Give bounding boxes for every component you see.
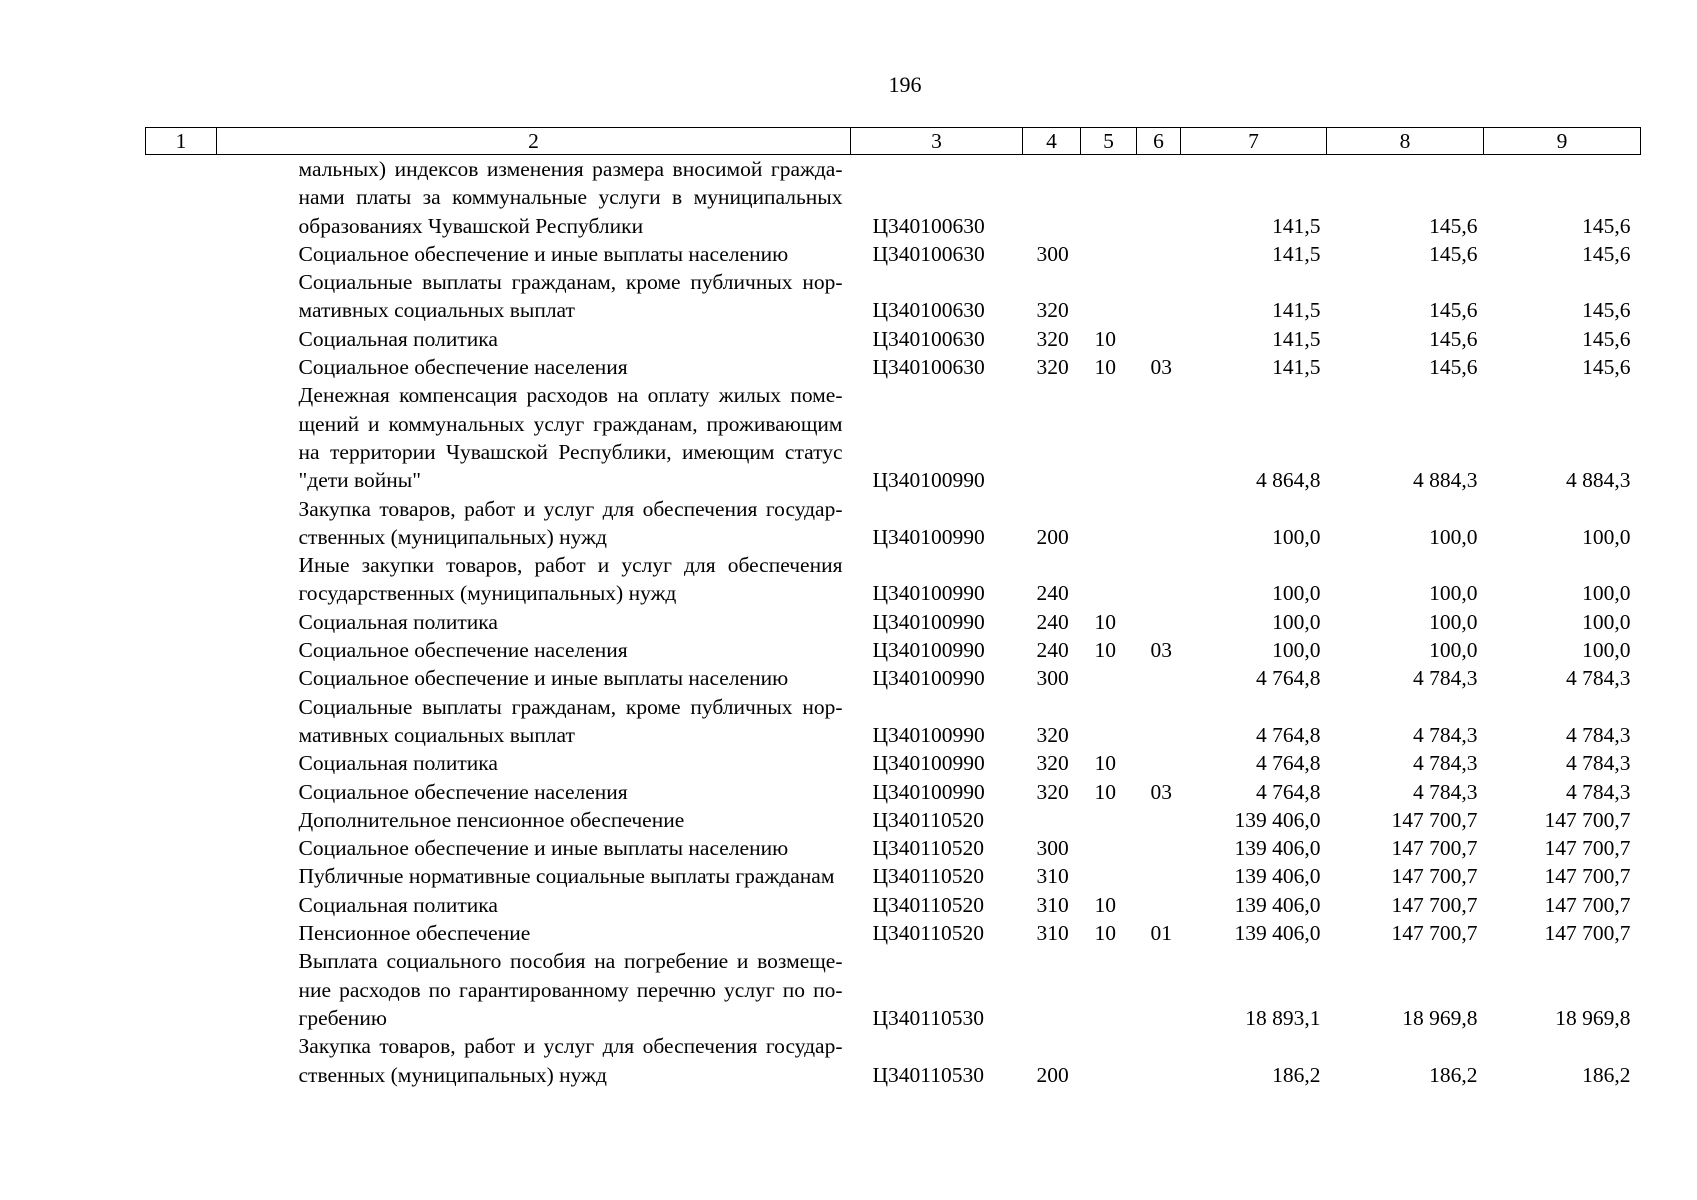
section-code [1081,495,1137,552]
table-body [146,155,1641,1089]
amount-year-1: 4 764,8 [1256,751,1321,776]
description-line: мальных) индексов изменения размера вносимой гражда- [298,157,843,181]
description-line: ние расходов по гарантированному перечню услуг по по- [298,977,843,1002]
row-description [217,806,851,834]
description-line: Социальная политика [298,609,498,634]
description-line: Социальное обеспечение и иные выплаты населению [298,666,789,691]
target-article-code: Ц340100990 [872,722,985,747]
amount-year-3: 186,2 [1582,1062,1631,1087]
amount-year-1: 4 864,8 [1256,468,1321,493]
expense-type-code [1023,947,1081,1032]
section-code [1081,551,1137,608]
description-line: Денежная компенсация расходов на оплату жилых поме- [298,383,843,408]
amount-year-2: 145,6 [1429,241,1478,266]
row-description [217,551,851,608]
expense-type-code: 310 [1036,892,1069,917]
table-row [146,664,1641,692]
expense-type-code: 310 [1036,921,1069,946]
row-description [217,1032,851,1089]
description-line: ственных (муниципальных) нужд [298,524,607,549]
row-description [217,778,851,806]
amount-year-3: 100,0 [1582,609,1631,634]
section-code: 10 [1094,751,1116,776]
target-article-code: Ц340100990 [872,638,985,663]
row-description [217,381,851,494]
section-code: 10 [1094,326,1116,351]
amount-year-3: 147 700,7 [1544,892,1631,917]
amount-year-2: 145,6 [1429,213,1478,238]
amount-year-3: 100,0 [1582,524,1631,549]
target-article-code: Ц340100990 [872,609,985,634]
target-article-code: Ц340100990 [872,751,985,776]
amount-year-2: 145,6 [1429,298,1478,323]
target-article-code: Ц340110530 [872,1005,984,1030]
description-line: Социальная политика [298,892,498,917]
section-code [1081,693,1137,750]
target-article-code: Ц340110520 [872,807,984,832]
row-number-cell [146,834,217,862]
amount-year-3: 18 969,8 [1555,1005,1631,1030]
row-number-cell [146,495,217,552]
row-number-cell [146,891,217,919]
expense-type-code [1023,806,1081,834]
subsection-code [1137,551,1181,608]
target-article-code: Ц340100630 [872,326,985,351]
expense-type-code: 320 [1036,355,1069,380]
amount-year-2: 145,6 [1429,355,1478,380]
amount-year-1: 18 893,1 [1245,1005,1321,1030]
amount-year-2: 4 884,3 [1413,468,1478,493]
row-number-cell [146,749,217,777]
target-article-code: Ц340110520 [872,836,984,861]
table-row [146,749,1641,777]
section-code [1081,834,1137,862]
table-row [146,268,1641,325]
row-description [217,155,851,240]
table-row [146,947,1641,1032]
row-description [217,240,851,268]
target-article-code: Ц340110520 [872,892,984,917]
description-line: на территории Чувашской Республики, имеющим статус [298,439,843,464]
expense-type-code: 310 [1036,864,1069,889]
description-line: Выплата социального пособия на погребение и возмеще- [298,949,843,974]
amount-year-3: 100,0 [1582,638,1631,663]
amount-year-1: 100,0 [1272,638,1321,663]
table-row [146,325,1641,353]
row-number-cell [146,268,217,325]
row-description [217,608,851,636]
row-number-cell [146,155,217,240]
subsection-code [1137,240,1181,268]
subsection-code [1137,268,1181,325]
target-article-code: Ц340110530 [872,1062,984,1087]
description-line: государственных (муниципальных) нужд [298,581,677,606]
column-header-8: 8 [1327,128,1484,155]
amount-year-3: 145,6 [1582,213,1631,238]
row-description [217,862,851,890]
target-article-code: Ц340100630 [872,298,985,323]
description-line: мативных социальных выплат [298,722,575,747]
table-row [146,155,1641,240]
expense-type-code: 320 [1036,326,1069,351]
row-number-cell [146,608,217,636]
amount-year-3: 4 784,3 [1566,779,1631,804]
subsection-code [1137,862,1181,890]
description-line: Публичные нормативные социальные выплаты гражданам [298,864,835,889]
row-number-cell [146,664,217,692]
description-line: щений и коммунальных услуг гражданам, проживающим [298,411,843,436]
table-row [146,240,1641,268]
table-row [146,806,1641,834]
description-line: Социальные выплаты гражданам, кроме публичных нор- [298,694,843,719]
table-row [146,862,1641,890]
row-number-cell [146,693,217,750]
expense-type-code: 240 [1036,609,1069,634]
target-article-code: Ц340100990 [872,779,985,804]
amount-year-1: 141,5 [1272,355,1321,380]
subsection-code [1137,693,1181,750]
amount-year-3: 145,6 [1582,326,1631,351]
amount-year-1: 139 406,0 [1234,836,1321,861]
description-line: гребению [298,1005,387,1030]
amount-year-2: 186,2 [1429,1062,1478,1087]
expense-type-code: 300 [1036,241,1069,266]
amount-year-1: 139 406,0 [1234,892,1321,917]
description-line: Дополнительное пенсионное обеспечение [298,807,685,832]
table-row [146,693,1641,750]
amount-year-2: 100,0 [1429,638,1478,663]
expense-type-code: 300 [1036,666,1069,691]
description-line: образованиях Чувашской Республики [298,213,644,238]
description-line: мативных социальных выплат [298,298,575,323]
amount-year-1: 141,5 [1272,241,1321,266]
amount-year-1: 4 764,8 [1256,666,1321,691]
amount-year-1: 186,2 [1272,1062,1321,1087]
amount-year-2: 4 784,3 [1413,751,1478,776]
row-description [217,353,851,381]
expense-type-code: 240 [1036,581,1069,606]
table-row [146,919,1641,947]
amount-year-1: 141,5 [1272,213,1321,238]
description-line: Социальное обеспечение населения [298,779,628,804]
column-header-6: 6 [1137,128,1181,155]
amount-year-1: 139 406,0 [1234,864,1321,889]
amount-year-2: 147 700,7 [1391,892,1478,917]
amount-year-3: 4 784,3 [1566,722,1631,747]
row-description [217,325,851,353]
section-code [1081,947,1137,1032]
description-line: Социальные выплаты гражданам, кроме публичных нор- [298,270,843,295]
subsection-code [1137,155,1181,240]
table-row [146,353,1641,381]
subsection-code [1137,381,1181,494]
target-article-code: Ц340100990 [872,468,985,493]
section-code: 10 [1094,779,1116,804]
amount-year-1: 4 764,8 [1256,722,1321,747]
table-row [146,495,1641,552]
table-row [146,381,1641,494]
expense-type-code [1023,155,1081,240]
expense-type-code: 320 [1036,751,1069,776]
amount-year-3: 147 700,7 [1544,864,1631,889]
target-article-code: Ц340100990 [872,524,985,549]
column-header-5: 5 [1081,128,1137,155]
target-article-code: Ц340100990 [872,581,985,606]
row-description [217,636,851,664]
subsection-code: 01 [1150,921,1172,946]
row-description [217,947,851,1032]
amount-year-1: 4 764,8 [1256,779,1321,804]
description-line: Пенсионное обеспечение [298,921,531,946]
amount-year-1: 141,5 [1272,326,1321,351]
section-code [1081,268,1137,325]
amount-year-3: 147 700,7 [1544,836,1631,861]
section-code [1081,806,1137,834]
section-code [1081,240,1137,268]
section-code [1081,381,1137,494]
amount-year-2: 100,0 [1429,609,1478,634]
description-line: Социальное обеспечение населения [298,638,628,663]
amount-year-2: 4 784,3 [1413,722,1478,747]
column-header-7: 7 [1181,128,1327,155]
amount-year-2: 145,6 [1429,326,1478,351]
subsection-code [1137,749,1181,777]
expense-type-code: 240 [1036,638,1069,663]
subsection-code [1137,608,1181,636]
description-line: Закупка товаров, работ и услуг для обеспечения государ- [298,496,843,521]
description-line: Социальное обеспечение населения [298,355,628,380]
subsection-code: 03 [1150,355,1172,380]
budget-table [145,127,1641,1089]
table-row [146,1032,1641,1089]
amount-year-3: 4 784,3 [1566,666,1631,691]
amount-year-3: 4 784,3 [1566,751,1631,776]
amount-year-2: 147 700,7 [1391,921,1478,946]
budget-table-container [145,127,1640,1089]
amount-year-1: 100,0 [1272,609,1321,634]
row-number-cell [146,919,217,947]
section-code: 10 [1094,892,1116,917]
section-code [1081,155,1137,240]
row-description [217,268,851,325]
description-line: Закупка товаров, работ и услуг для обеспечения государ- [298,1034,843,1059]
amount-year-3: 147 700,7 [1544,921,1631,946]
row-description [217,891,851,919]
subsection-code [1137,947,1181,1032]
amount-year-1: 139 406,0 [1234,807,1321,832]
row-description [217,749,851,777]
amount-year-2: 100,0 [1429,581,1478,606]
row-description [217,834,851,862]
column-header-1: 1 [146,128,217,155]
row-number-cell [146,806,217,834]
row-description [217,664,851,692]
target-article-code: Ц340110520 [872,864,984,889]
table-row [146,891,1641,919]
row-number-cell [146,240,217,268]
subsection-code [1137,834,1181,862]
amount-year-1: 100,0 [1272,524,1321,549]
subsection-code [1137,806,1181,834]
amount-year-2: 4 784,3 [1413,779,1478,804]
description-line: Социальное обеспечение и иные выплаты населению [298,241,789,266]
column-header-2: 2 [217,128,851,155]
subsection-code [1137,664,1181,692]
target-article-code: Ц340100630 [872,213,985,238]
expense-type-code: 320 [1036,722,1069,747]
row-description [217,495,851,552]
column-header-9: 9 [1484,128,1641,155]
expense-type-code: 200 [1036,524,1069,549]
amount-year-2: 4 784,3 [1413,666,1478,691]
row-description [217,693,851,750]
target-article-code: Ц340100630 [872,241,985,266]
row-number-cell [146,636,217,664]
section-code [1081,862,1137,890]
section-code: 10 [1094,609,1116,634]
row-description [217,919,851,947]
target-article-code: Ц340110520 [872,921,984,946]
amount-year-2: 100,0 [1429,524,1478,549]
amount-year-3: 100,0 [1582,581,1631,606]
row-number-cell [146,862,217,890]
subsection-code [1137,325,1181,353]
section-code: 10 [1094,921,1116,946]
expense-type-code: 320 [1036,298,1069,323]
row-number-cell [146,947,217,1032]
table-row [146,551,1641,608]
table-row [146,608,1641,636]
row-number-cell [146,325,217,353]
description-line: Иные закупки товаров, работ и услуг для обеспечения [298,553,843,578]
column-header-3: 3 [851,128,1023,155]
table-row [146,636,1641,664]
description-line: ственных (муниципальных) нужд [298,1062,607,1087]
section-code: 10 [1094,355,1116,380]
amount-year-2: 18 969,8 [1402,1005,1478,1030]
row-number-cell [146,1032,217,1089]
subsection-code [1137,1032,1181,1089]
amount-year-3: 145,6 [1582,355,1631,380]
amount-year-3: 4 884,3 [1566,468,1631,493]
row-number-cell [146,381,217,494]
amount-year-2: 147 700,7 [1391,807,1478,832]
amount-year-3: 145,6 [1582,241,1631,266]
description-line: нами платы за коммунальные услуги в муниципальных [298,185,843,210]
description-line: Социальная политика [298,751,498,776]
page-number: 196 [888,72,922,97]
subsection-code [1137,495,1181,552]
expense-type-code: 200 [1036,1062,1069,1087]
row-number-cell [146,551,217,608]
column-header-4: 4 [1023,128,1081,155]
description-line: Социальная политика [298,326,498,351]
row-number-cell [146,778,217,806]
table-row [146,778,1641,806]
amount-year-1: 141,5 [1272,298,1321,323]
expense-type-code [1023,381,1081,494]
subsection-code: 03 [1150,638,1172,663]
amount-year-3: 145,6 [1582,298,1631,323]
table-row [146,834,1641,862]
description-line: Социальное обеспечение и иные выплаты населению [298,836,789,861]
amount-year-1: 139 406,0 [1234,921,1321,946]
section-code [1081,1032,1137,1089]
row-number-cell [146,353,217,381]
target-article-code: Ц340100630 [872,355,985,380]
subsection-code: 03 [1150,779,1172,804]
amount-year-1: 100,0 [1272,581,1321,606]
expense-type-code: 300 [1036,836,1069,861]
section-code [1081,664,1137,692]
column-number-header-row [146,128,1641,155]
amount-year-2: 147 700,7 [1391,864,1478,889]
amount-year-2: 147 700,7 [1391,836,1478,861]
amount-year-3: 147 700,7 [1544,807,1631,832]
description-line: "дети войны" [298,468,422,493]
target-article-code: Ц340100990 [872,666,985,691]
expense-type-code: 320 [1036,779,1069,804]
subsection-code [1137,891,1181,919]
section-code: 10 [1094,638,1116,663]
